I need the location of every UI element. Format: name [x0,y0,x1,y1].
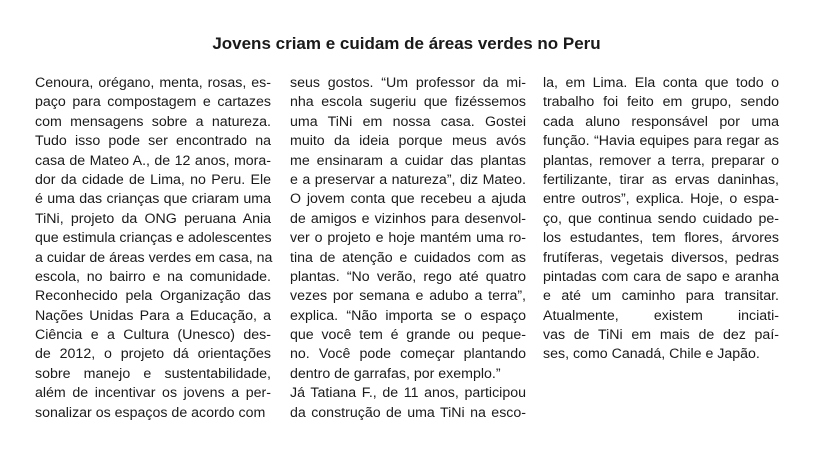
text-line: fertilizante, tirar as ervas daninhas, [543,171,779,188]
text-line: cada aluno responsável por uma [543,113,779,130]
text-line: Atualmente, existem inciati- [543,307,779,324]
text-line: ses, como Canadá, Chile e Japão. [543,346,760,363]
text-line: casa de Mateo A., de 12 anos, mora- [35,152,271,169]
text-line: que estimula crianças e adolescentes [35,230,272,247]
text-line: e a preservar a natureza”, diz Mateo. [290,171,526,188]
text-line: é uma das crianças que criaram uma [35,191,271,208]
text-line: Cenoura, orégano, menta, rosas, es- [35,75,271,91]
text-line: de 2012, o projeto dá orientações [35,346,271,363]
text-line: nha escola sugeriu que fizéssemos [290,94,526,111]
text-line: TiNi, projeto da ONG peruana Ania [35,210,271,227]
article-column-2 [290,74,526,423]
text-line: plantas. “No verão, rego até quatro [290,268,526,285]
text-line: vezes por semana e adubo a terra”, [290,288,526,305]
text-line: explica. “Não importa se o espaço [290,307,526,324]
article-title: Jovens criam e cuidam de áreas verdes no Peru [212,34,601,53]
text-line: tina de atenção e cuidados com as [290,249,526,266]
text-line: sonalizar os espaços de acordo com [35,404,266,421]
text-line: dentro de garrafas, por exemplo.” [290,365,501,382]
text-line: da construção de uma TiNi na esco- [290,404,526,421]
text-line: frutíferas, vegetais diversos, pedras [543,249,779,266]
text-line: Ciência e a Cultura (Unesco) des- [35,327,271,344]
text-line: me ensinaram a cuidar das plantas [290,152,526,169]
text-line: no. Você pode começar plantando [290,346,526,363]
article-column-3 [543,74,779,365]
text-line: vas de TiNi em mais de dez paí- [543,327,779,344]
text-line: muito da ideia porque meus avós [290,133,526,150]
text-line: los estudantes, tem flores, árvores [543,230,779,247]
text-line: trabalho foi feito em grupo, sendo [543,94,779,111]
text-line: e até um caminho para transitar. [543,288,779,305]
text-line: entre outros”, explica. Hoje, o espa- [543,191,779,208]
text-line: escola, no bairro e na comunidade. [35,268,271,285]
text-line: dor da cidade de Lima, no Peru. Ele [35,171,271,188]
text-line: a cuidar de áreas verdes em casa, na [35,249,273,266]
text-line: pintadas com cara de sapo e aranha [543,268,779,285]
article-column-1 [35,74,271,423]
text-line: uma TiNi em nossa casa. Gostei [290,113,526,130]
text-line: paço para compostagem e cartazes [35,94,271,111]
text-line: seus gostos. “Um professor da mi- [290,75,526,91]
text-line: com mensagens sobre a natureza. [35,113,271,130]
text-line: la, em Lima. Ela conta que todo o [543,75,779,91]
text-line: sobre manejo e sustentabilidade, [35,365,271,382]
text-line: além de incentivar os jovens a per- [35,385,271,402]
text-line: que você tem é grande ou peque- [290,327,526,344]
text-line: ver o projeto e hoje mantém uma ro- [290,230,526,247]
text-line: ço, que continua sendo cuidado pe- [543,210,779,227]
text-line: Nações Unidas Para a Educação, a [35,307,271,324]
text-line: O jovem conta que recebeu a ajuda [290,191,526,208]
text-line: Tudo isso pode ser encontrado na [35,133,271,150]
text-line: função. “Havia equipes para regar as [543,133,779,150]
text-line: Já Tatiana F., de 11 anos, participou [290,385,526,402]
text-line: de amigos e vizinhos para desenvol- [290,210,526,227]
text-line: Reconhecido pela Organização das [35,288,271,305]
text-line: plantas, remover a terra, preparar o [543,152,779,169]
